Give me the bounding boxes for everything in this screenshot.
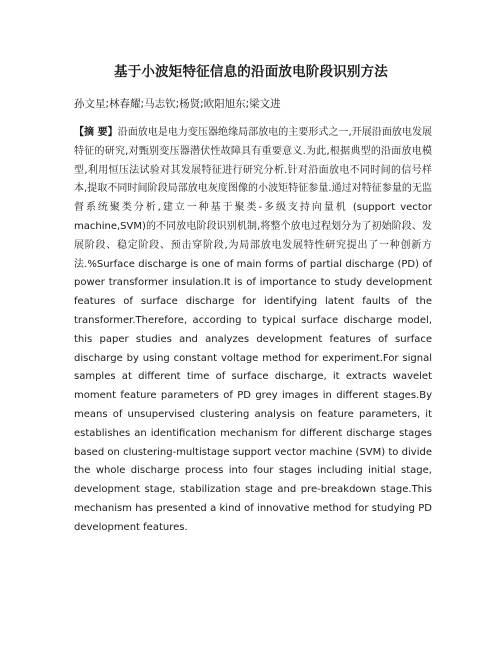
author-list: 孙文星;林春耀;马志钦;杨贤;欧阳旭东;梁文进 [74,98,281,110]
abstract-label: 【摘 要】 [74,127,118,138]
abstract-chinese-text: 沿面放电是电力变压器绝缘局部放电的主要形式之一,开展沿面放电发展特征的研究,对甄别变压器潜伏性故障具有重要意义.为此,根据典型的沿面放电模型,利用恒压法试验对其发展特征进行研究分析.针对沿面放电不同时间的信号样本,提取不同时间阶段局部放电灰度图像的小波矩特征参量.通过对特征参量的无监督系统聚类分析,建立一种基于聚类-多级支持向量机 (support vector machine,SVM)的不同放电阶段识别机制,将整个放电过程划分为了初始阶段、发展阶段、稳定阶段、预击穿阶段,为局部放电发展特性研究提出了一种创新方法. [74,127,432,270]
abstract-block [74,124,432,538]
paper-title: 基于小波矩特征信息的沿面放电阶段识别方法 [114,64,388,80]
abstract-english-text: %Surface discharge is one of main forms of partial discharge (PD) of power transformer insulation.It is of importance to study development features of surface discharge for identifying latent faults of the transformer.Therefore, according to typical surface discharge model, this paper studies and analyzes development features of surface discharge by using constant voltage method for experiment.For signal samples at different time of surface discharge, it extracts wavelet moment feature parameters of PD grey images in different stages.By means of unsupervised clustering analysis on feature parameters, it establishes an identification mechanism for different discharge stages based on clustering-multistage support vector machine (SVM) to divide the whole discharge process into four stages including initial stage, development stage, stabilization stage and pre-breakdown stage.This mechanism has presented a kind of innovative method for studying PD development features. [74,258,432,533]
